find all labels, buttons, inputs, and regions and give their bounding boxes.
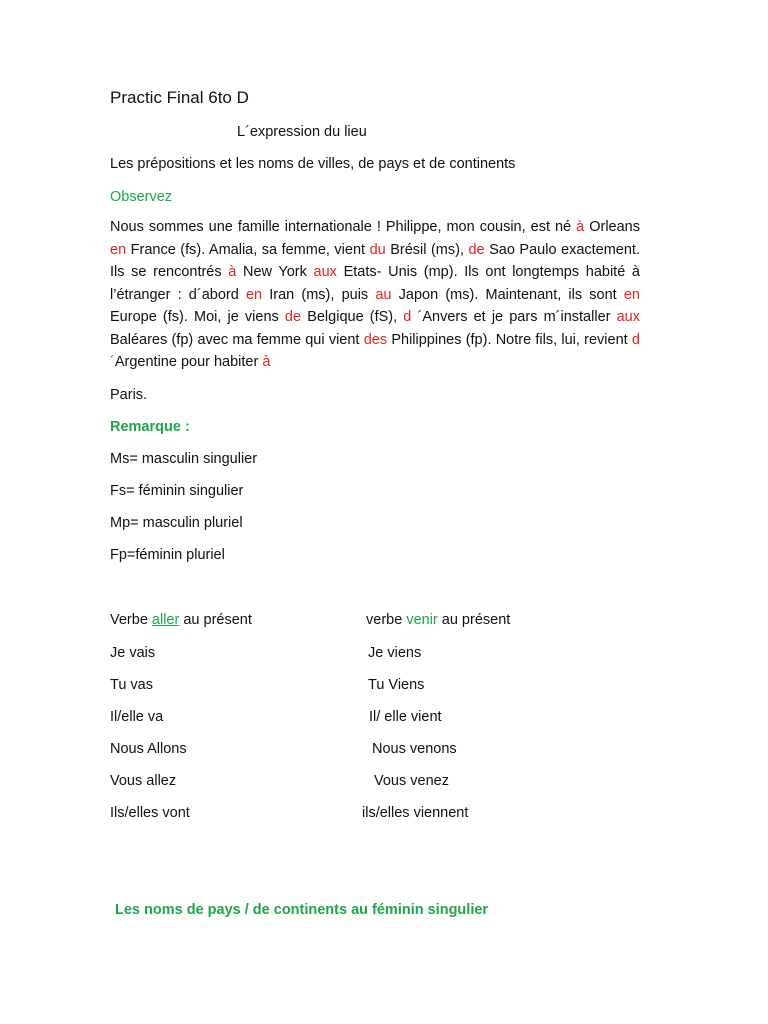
paragraph-text: Baléares (fp) avec ma femme qui vient — [110, 331, 364, 348]
aller-nous: Nous Allons — [110, 741, 187, 757]
paragraph-text: Philippines (fp). Notre fils, lui, revient — [387, 331, 632, 348]
venir-tu: Tu Viens — [368, 677, 425, 693]
venir-header-post: au présent — [437, 612, 511, 628]
paragraph-text: Europe (fs). Moi, je viens — [110, 309, 285, 325]
preposition-highlight: en — [110, 241, 127, 258]
aller-vous: Vous allez — [110, 773, 177, 789]
paragraph-text: Orleans — [584, 219, 640, 235]
preposition-highlight: en — [623, 286, 640, 303]
paragraph-text: Sao Paulo exactement. Ils se rencontrés — [110, 241, 640, 280]
aller-verb-link[interactable]: aller — [151, 612, 180, 628]
preposition-highlight: des — [363, 331, 388, 348]
paragraph-text: Nous sommes une famille internationale ! Philippe, mon cousin, est né — [110, 219, 577, 235]
preposition-highlight: à — [262, 354, 271, 370]
page-title: Practic Final 6to D — [110, 88, 249, 107]
preposition-highlight: à — [576, 219, 585, 235]
paragraph-text: Belgique (fS), — [301, 309, 404, 325]
paragraph-text: ´Anvers et je pars m´installer — [411, 309, 617, 325]
aller-header-pre: Verbe — [110, 612, 152, 628]
paris-line: Paris. — [110, 387, 148, 403]
paragraph-text: France (fs). Amalia, sa femme, vient — [126, 241, 370, 258]
venir-header — [366, 612, 510, 628]
venir-il: Il/ elle vient — [369, 709, 442, 725]
preposition-highlight: d — [403, 309, 412, 325]
venir-verb: venir — [406, 612, 438, 628]
venir-nous: Nous venons — [372, 741, 457, 757]
section-heading: Les prépositions et les noms de villes, de pays et de continents — [110, 156, 516, 172]
venir-vous: Vous venez — [374, 773, 449, 789]
abbr-fs: Fs= féminin singulier — [110, 483, 244, 499]
venir-header-pre: verbe — [366, 612, 407, 628]
preposition-highlight: du — [369, 241, 386, 258]
preposition-highlight: au — [375, 286, 392, 303]
abbr-fp: Fp=féminin pluriel — [110, 547, 225, 563]
preposition-highlight: de — [284, 309, 302, 325]
footer-heading: Les noms de pays / de continents au féminin singulier — [115, 902, 489, 918]
subtitle: L´expression du lieu — [237, 124, 367, 140]
main-paragraph — [110, 216, 640, 374]
paragraph-text: Iran (ms), puis — [262, 286, 376, 303]
aller-il: Il/elle va — [110, 709, 164, 725]
venir-je: Je viens — [368, 645, 422, 661]
paragraph-text: Japon (ms). Maintenant, ils sont — [391, 286, 624, 303]
preposition-highlight: aux — [313, 264, 337, 280]
paragraph-text: Etats- Unis (mp). Ils ont longtemps habité à l’étranger : d´abord — [110, 264, 640, 303]
venir-ils: ils/elles viennent — [362, 805, 469, 821]
abbr-ms: Ms= masculin singulier — [110, 451, 258, 467]
aller-header-post: au présent — [179, 612, 252, 628]
aller-header — [110, 612, 252, 628]
aller-ils: Ils/elles vont — [110, 805, 190, 821]
paragraph-text: Argentine pour habiter — [114, 354, 263, 370]
preposition-highlight: à — [228, 264, 237, 280]
aller-tu: Tu vas — [110, 677, 153, 693]
preposition-highlight: aux — [616, 309, 640, 325]
preposition-highlight: en — [245, 286, 263, 303]
remarque-label: Remarque : — [110, 419, 190, 435]
preposition-highlight: de — [468, 241, 485, 258]
observez-label: Observez — [110, 189, 173, 205]
paragraph-text: New York — [236, 264, 314, 280]
abbr-mp: Mp= masculin pluriel — [110, 515, 243, 531]
preposition-highlight: d´ — [110, 331, 640, 370]
aller-je: Je vais — [110, 645, 156, 661]
paragraph-text: Brésil (ms), — [385, 241, 469, 258]
